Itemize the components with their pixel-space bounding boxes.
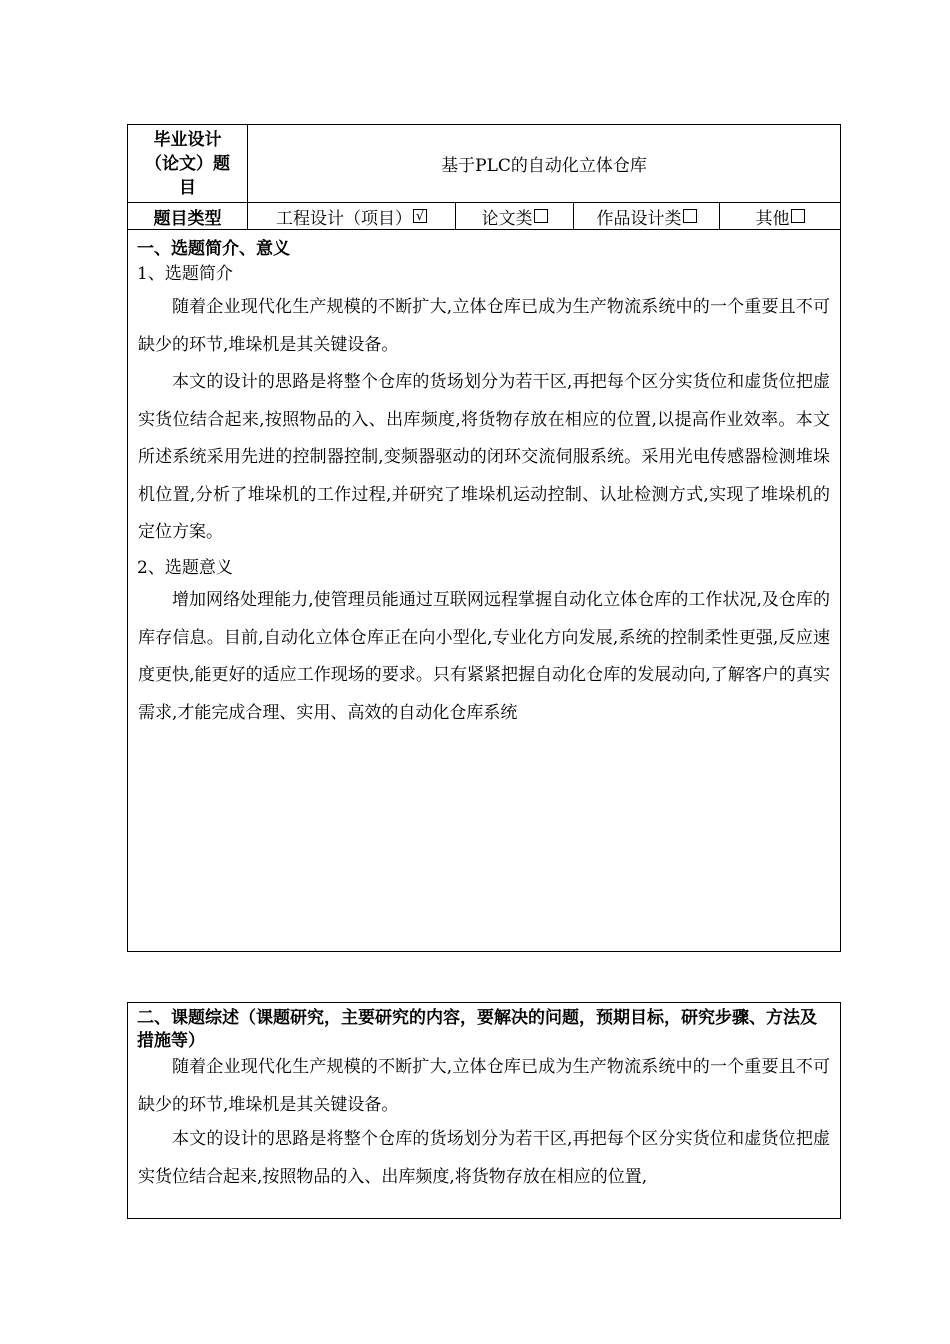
sub1-paragraph-1: 随着企业现代化生产规模的不断扩大,立体仓库已成为生产物流系统中的一个重要且不可缺少的环节,堆垛机是其关键设备。 xyxy=(138,297,830,355)
section2-heading: 二、课题综述（课题研究，主要研究的内容，要解决的问题，预期目标，研究步骤、方法及措施等） xyxy=(137,1008,817,1051)
section2-paragraph-1: 随着企业现代化生产规模的不断扩大,立体仓库已成为生产物流系统中的一个重要且不可缺少的环节,堆垛机是其关键设备。 xyxy=(138,1057,830,1115)
type-option-project[interactable] xyxy=(248,203,455,229)
type-option-work[interactable] xyxy=(574,203,719,229)
sub1-heading: 1、选题简介 xyxy=(137,264,233,284)
section2-paragraph-2: 本文的设计的思路是将整个仓库的货场划分为若干区,再把每个区分实货位和虚货位把虚实货位结合起来,按照物品的入、出库频度,将货物存放在相应的位置, xyxy=(138,1129,830,1187)
type-option-thesis-label: 论文类 xyxy=(481,208,533,229)
section1-heading: 一、选题简介、意义 xyxy=(137,239,290,259)
type-option-project-label: 工程设计（项目） xyxy=(276,208,412,229)
topic-label xyxy=(128,125,247,202)
type-label: 题目类型 xyxy=(153,208,222,229)
type-option-other-label: 其他 xyxy=(755,208,790,229)
checkbox-icon[interactable] xyxy=(534,209,548,223)
checkbox-icon[interactable] xyxy=(791,209,805,223)
type-option-work-label: 作品设计类 xyxy=(596,208,682,229)
sub2-heading: 2、选题意义 xyxy=(137,558,233,578)
checkbox-checked-icon[interactable]: √ xyxy=(413,209,427,223)
sub1-paragraph-2: 本文的设计的思路是将整个仓库的货场划分为若干区,再把每个区分实货位和虚货位把虚实货位结合起来,按照物品的入、出库频度,将货物存放在相应的位置,以提高作业效率。本文所述系统采用先进的控制器控制,变频器驱动的闭环交流伺服系统。采用光电传感器检测堆垛机位置,分析了堆垛机的工作过程,并研究了堆垛机运动控制、认址检测方式,实现了堆垛机的定位方案。 xyxy=(138,372,830,542)
sub2-paragraph-1: 增加网络处理能力,使管理员能通过互联网远程掌握自动化立体仓库的工作状况,及仓库的库存信息。目前,自动化立体仓库正在向小型化,专业化方向发展,系统的控制柔性更强,反应速度更快,能更好的适应工作现场的要求。只有紧紧把握自动化仓库的发展动向,了解客户的真实需求,才能完成合理、实用、高效的自动化仓库系统 xyxy=(138,590,830,723)
type-option-thesis[interactable] xyxy=(456,203,573,229)
type-option-other[interactable] xyxy=(720,203,840,229)
topic-table xyxy=(127,124,841,952)
topic-label-line-1: 毕业设计 xyxy=(153,129,222,150)
topic-value: 基于PLC的自动化立体仓库 xyxy=(441,156,647,176)
checkbox-icon[interactable] xyxy=(683,209,697,223)
review-table xyxy=(127,1002,841,1219)
topic-label-line-3: 目 xyxy=(179,177,196,198)
topic-label-line-2: （论文）题 xyxy=(145,153,230,174)
